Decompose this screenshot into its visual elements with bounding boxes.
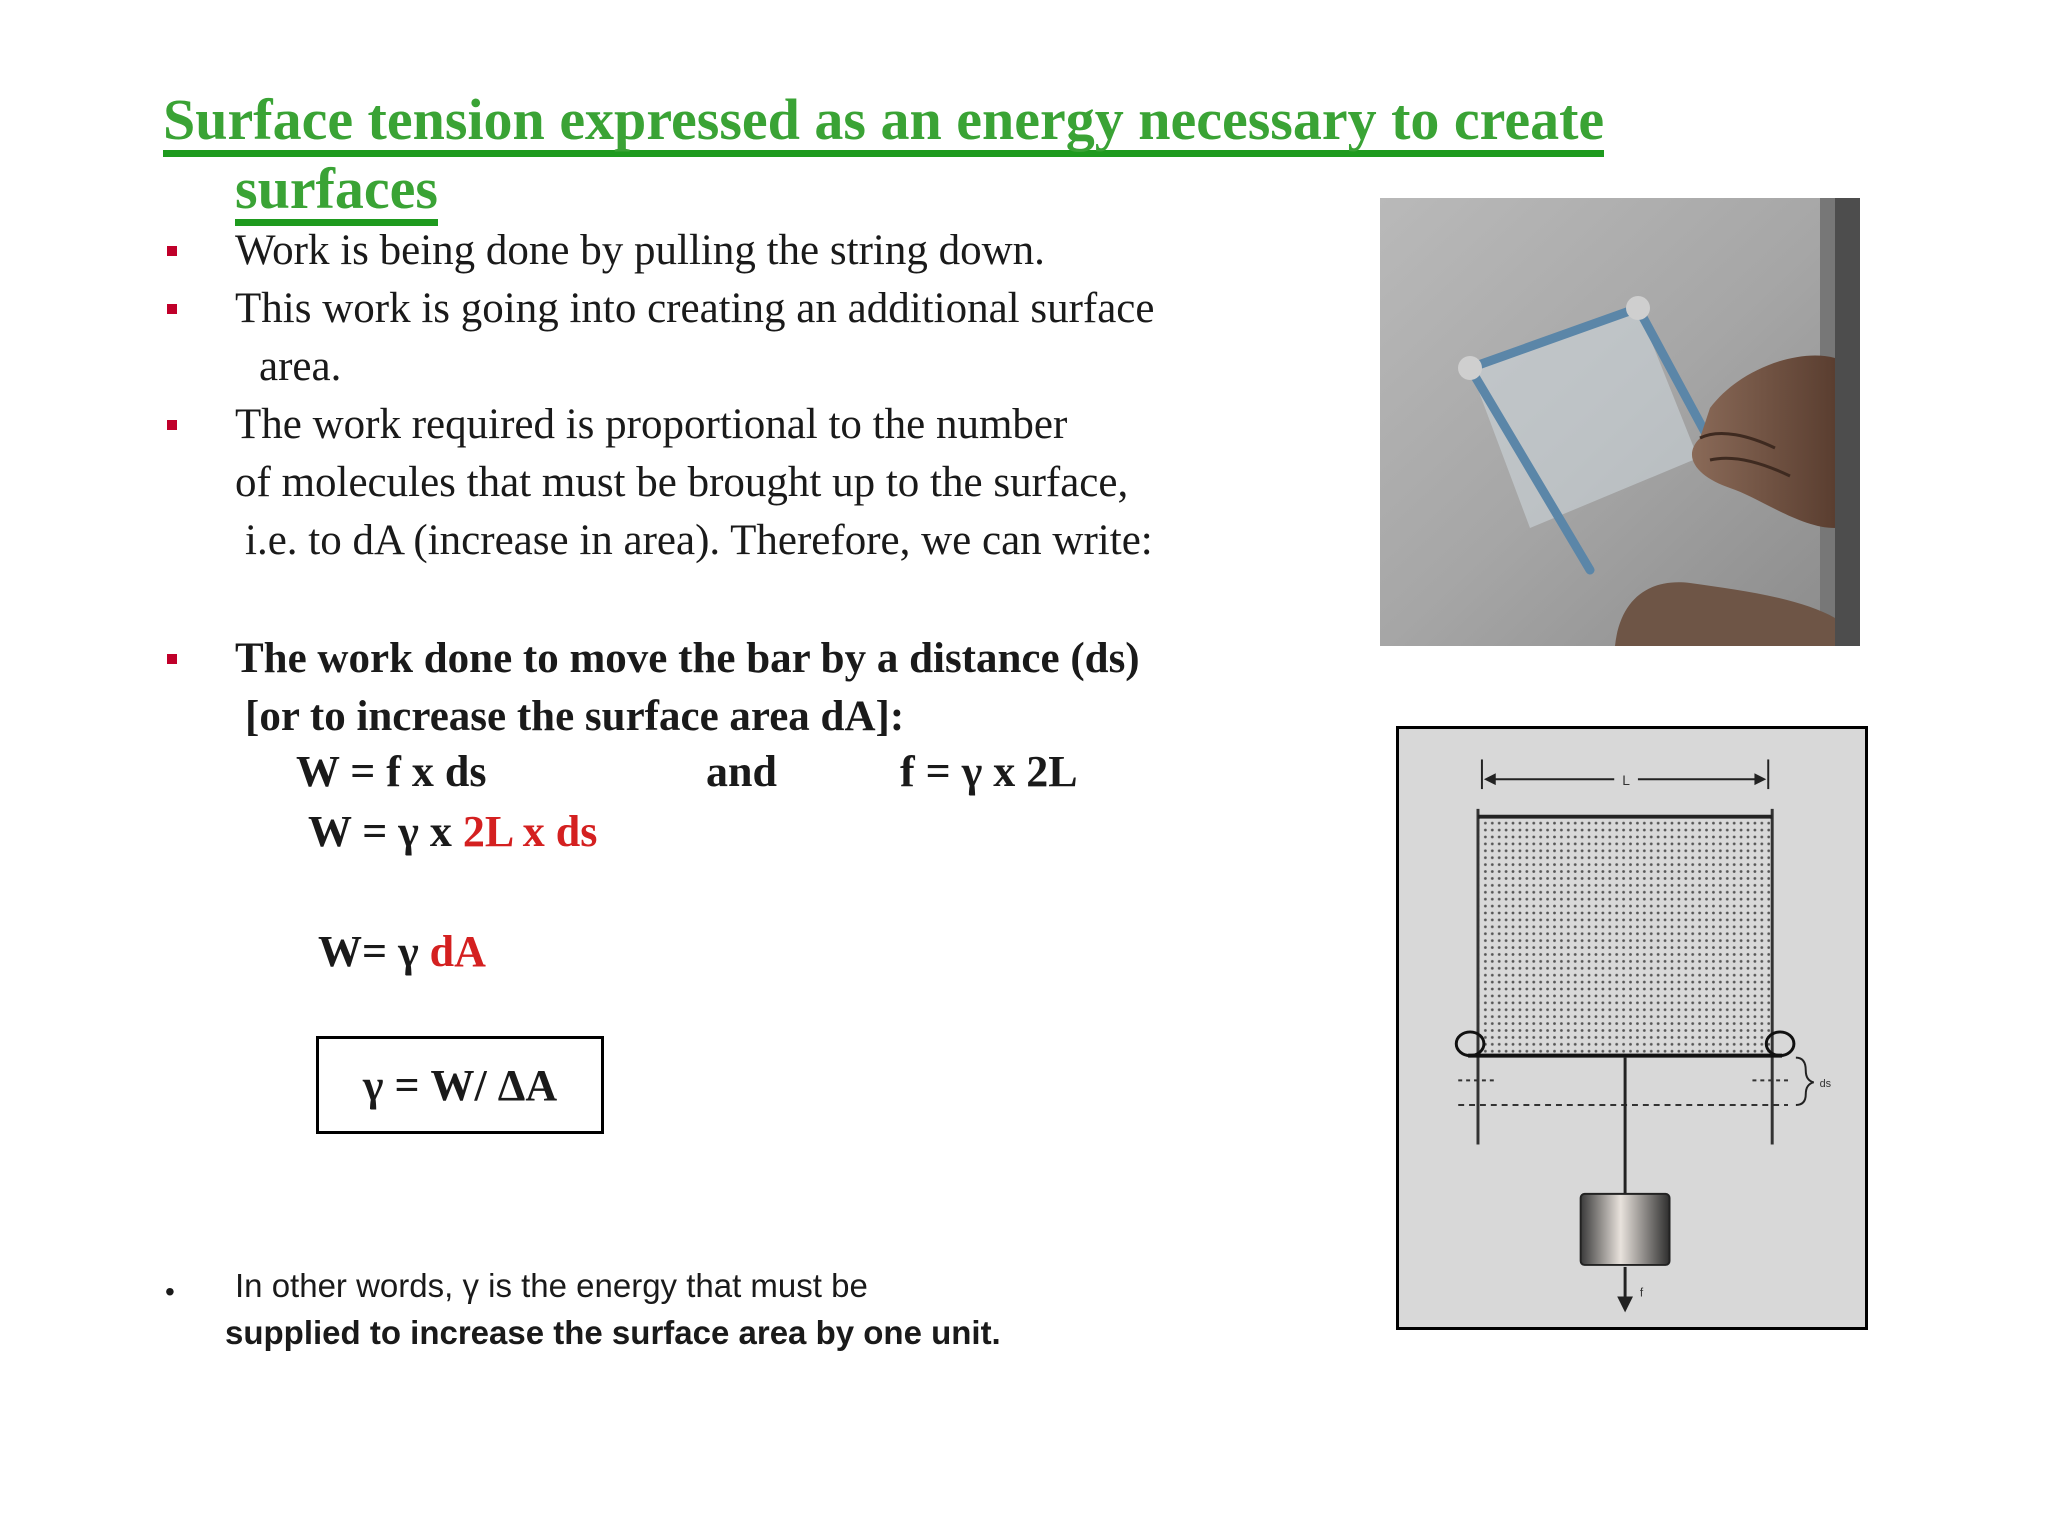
bullet-item bbox=[163, 396, 1293, 570]
surface-film-diagram bbox=[1396, 726, 1868, 1330]
bullet-item bbox=[163, 630, 1293, 746]
label-L: L bbox=[1622, 772, 1630, 789]
bullet-item bbox=[163, 222, 1293, 280]
equation-part: W= γ bbox=[318, 927, 430, 976]
bullet-square-icon bbox=[167, 420, 177, 430]
bullet-text: area. bbox=[259, 343, 342, 390]
label-f: f bbox=[1639, 1285, 1644, 1300]
summary-note bbox=[163, 1262, 1163, 1356]
equation-highlight: dA bbox=[429, 927, 486, 976]
note-line: supplied to increase the surface area by one unit. bbox=[225, 1314, 1001, 1351]
work-bullet bbox=[163, 630, 1293, 746]
bullet-text: The work required is proportional to the number bbox=[235, 401, 1068, 448]
equation-force: f = γ x 2L bbox=[900, 747, 1078, 796]
equation-part: W = γ x bbox=[308, 807, 463, 856]
bullet-square-icon bbox=[167, 654, 177, 664]
equation-highlight: 2L x ds bbox=[462, 807, 598, 856]
bullet-text: Work is being done by pulling the string down. bbox=[235, 227, 1045, 274]
equation-work-expanded bbox=[308, 806, 597, 857]
bullet-square-icon bbox=[167, 246, 177, 256]
bullet-list bbox=[163, 222, 1293, 570]
bullet-text: This work is going into creating an additional surface bbox=[235, 285, 1155, 332]
bullet-text: [or to increase the surface area dA]: bbox=[245, 693, 905, 740]
title-line-2: surfaces bbox=[235, 159, 438, 226]
bullet-text: i.e. to dA (increase in area). Therefore, we can write: bbox=[245, 517, 1153, 564]
title-line-1: Surface tension expressed as an energy necessary to create bbox=[163, 90, 1604, 157]
bullet-text: of molecules that must be brought up to the surface, bbox=[235, 459, 1129, 506]
bullet-dot-icon: • bbox=[165, 1276, 175, 1307]
equation-work-force: W = f x ds bbox=[296, 747, 487, 796]
note-line: In other words, γ is the energy that must be bbox=[235, 1267, 868, 1304]
bullet-item bbox=[163, 280, 1293, 396]
wire-frame-photo bbox=[1380, 198, 1860, 646]
boxed-equation: γ = W/ ΔA bbox=[316, 1036, 604, 1134]
equation-work-area bbox=[318, 926, 486, 977]
label-ds: ds bbox=[1819, 1078, 1832, 1091]
bullet-text: The work done to move the bar by a distance (ds) bbox=[235, 635, 1140, 682]
bullet-square-icon bbox=[167, 304, 177, 314]
equation-and: and bbox=[706, 747, 777, 796]
